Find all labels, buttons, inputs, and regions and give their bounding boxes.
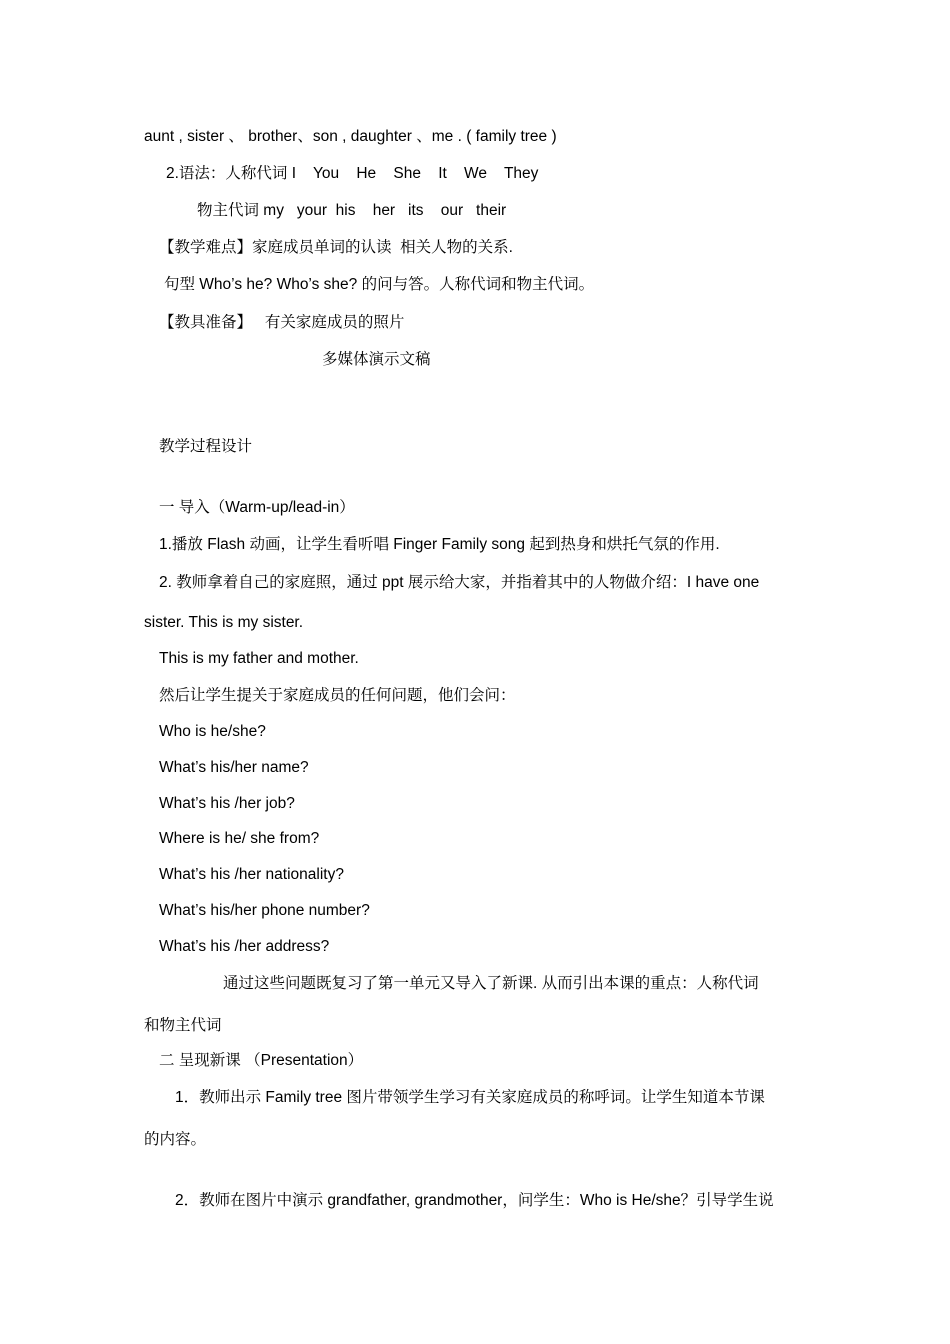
question-item: What’s his /her job?	[159, 795, 295, 812]
grammar-pronouns-line: 2.语法：人称代词 I You He She It We They	[166, 165, 539, 182]
question-item: What’s his /her address?	[159, 938, 330, 955]
multimedia-line: 多媒体演示文稿	[322, 351, 431, 368]
question-item: Where is he/ she from?	[159, 830, 320, 847]
possessive-pronouns-line: 物主代词 my your his her its our their	[197, 202, 507, 219]
warmup-step-1: 1.播放 Flash 动画，让学生看听唱 Finger Family song 起到热身和烘托气氛的作用.	[159, 536, 720, 553]
warmup-step-2-continued: sister. This is my sister.	[144, 614, 304, 631]
question-item: What’s his /her nationality?	[159, 866, 344, 883]
question-item: What’s his/her name?	[159, 759, 309, 776]
teaching-aids-heading: 【教具准备】 有关家庭成员的照片	[159, 314, 405, 331]
question-item: Who is he/she?	[159, 723, 266, 740]
vocab-list-line: aunt , sister 、 brother、son , daughter 、me . ( family tree )	[144, 128, 557, 145]
process-design-heading: 教学过程设计	[159, 438, 253, 455]
presentation-step-1: 1．教师出示 Family tree 图片带领学生学习有关家庭成员的称呼词。让学生知道本节课	[175, 1089, 765, 1106]
presentation-step-1-continued: 的内容。	[144, 1131, 207, 1148]
section-warmup-heading: 一 导入（Warm-up/lead-in）	[159, 499, 355, 516]
example-sentence: This is my father and mother.	[159, 650, 359, 667]
teaching-difficulty-heading: 【教学难点】家庭成员单词的认读 相关人物的关系.	[159, 239, 513, 256]
section-presentation-heading: 二 呈现新课 （Presentation）	[159, 1052, 364, 1069]
warmup-step-2: 2. 教师拿着自己的家庭照，通过 ppt 展示给大家，并指着其中的人物做介绍：I have one	[159, 574, 760, 591]
presentation-step-2: 2．教师在图片中演示 grandfather, grandmother，问学生：Who is He/she？引导学生说	[175, 1192, 774, 1209]
summary-paragraph: 通过这些问题既复习了第一单元又导入了新课. 从而引出本课的重点：人称代词	[223, 975, 759, 992]
summary-paragraph-continued: 和物主代词	[144, 1017, 222, 1034]
sentence-pattern-line: 句型 Who’s he? Who’s she? 的问与答。人称代词和物主代词。	[164, 276, 595, 293]
question-intro: 然后让学生提关于家庭成员的任何问题，他们会问：	[159, 687, 516, 704]
question-item: What’s his/her phone number?	[159, 902, 370, 919]
